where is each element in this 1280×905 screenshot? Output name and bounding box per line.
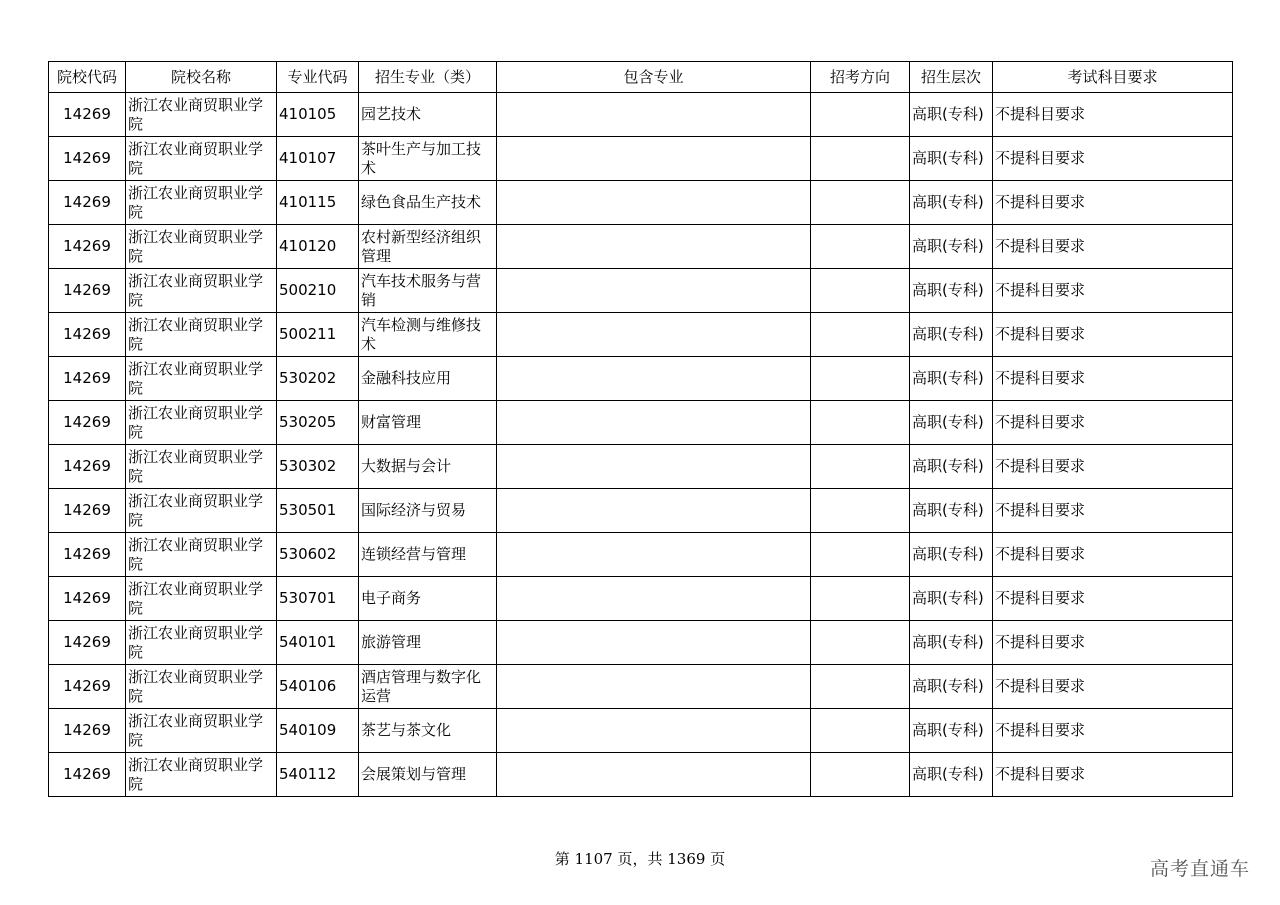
cell-includes	[497, 357, 811, 401]
cell-school-name: 浙江农业商贸职业学院	[126, 93, 277, 137]
cell-requirement: 不提科目要求	[993, 577, 1233, 621]
table-row	[49, 533, 1233, 577]
cell-major: 绿色食品生产技术	[359, 181, 497, 225]
table-row	[49, 445, 1233, 489]
cell-school-name: 浙江农业商贸职业学院	[126, 445, 277, 489]
cell-requirement: 不提科目要求	[993, 489, 1233, 533]
cell-school-name: 浙江农业商贸职业学院	[126, 533, 277, 577]
cell-direction	[811, 577, 910, 621]
table-row	[49, 577, 1233, 621]
cell-major: 连锁经营与管理	[359, 533, 497, 577]
table-row	[49, 665, 1233, 709]
cell-school-code: 14269	[49, 269, 126, 313]
cell-school-code: 14269	[49, 137, 126, 181]
cell-requirement: 不提科目要求	[993, 709, 1233, 753]
cell-school-name: 浙江农业商贸职业学院	[126, 137, 277, 181]
cell-major: 茶艺与茶文化	[359, 709, 497, 753]
cell-direction	[811, 665, 910, 709]
cell-requirement: 不提科目要求	[993, 621, 1233, 665]
cell-major: 电子商务	[359, 577, 497, 621]
cell-level: 高职(专科)	[910, 225, 993, 269]
cell-requirement: 不提科目要求	[993, 401, 1233, 445]
cell-includes	[497, 709, 811, 753]
cell-school-name: 浙江农业商贸职业学院	[126, 665, 277, 709]
cell-direction	[811, 401, 910, 445]
cell-major: 财富管理	[359, 401, 497, 445]
table-row	[49, 489, 1233, 533]
table-row	[49, 357, 1233, 401]
cell-level: 高职(专科)	[910, 181, 993, 225]
cell-major: 金融科技应用	[359, 357, 497, 401]
cell-requirement: 不提科目要求	[993, 137, 1233, 181]
cell-level: 高职(专科)	[910, 137, 993, 181]
cell-major-code: 530602	[277, 533, 359, 577]
cell-major: 园艺技术	[359, 93, 497, 137]
cell-school-code: 14269	[49, 709, 126, 753]
cell-school-code: 14269	[49, 753, 126, 797]
table-row	[49, 93, 1233, 137]
admission-table	[48, 61, 1233, 797]
cell-major: 会展策划与管理	[359, 753, 497, 797]
header-includes: 包含专业	[497, 62, 811, 93]
table-row	[49, 225, 1233, 269]
cell-level: 高职(专科)	[910, 489, 993, 533]
cell-requirement: 不提科目要求	[993, 533, 1233, 577]
table-row	[49, 313, 1233, 357]
header-row	[49, 62, 1233, 93]
header-direction: 招考方向	[811, 62, 910, 93]
table-row	[49, 621, 1233, 665]
cell-includes	[497, 225, 811, 269]
cell-direction	[811, 753, 910, 797]
cell-major-code: 500210	[277, 269, 359, 313]
header-school-name: 院校名称	[126, 62, 277, 93]
cell-level: 高职(专科)	[910, 357, 993, 401]
cell-school-name: 浙江农业商贸职业学院	[126, 489, 277, 533]
cell-major-code: 540106	[277, 665, 359, 709]
cell-major: 旅游管理	[359, 621, 497, 665]
cell-major: 农村新型经济组织管理	[359, 225, 497, 269]
header-level: 招生层次	[910, 62, 993, 93]
table-row	[49, 181, 1233, 225]
cell-includes	[497, 753, 811, 797]
cell-school-name: 浙江农业商贸职业学院	[126, 401, 277, 445]
cell-school-name: 浙江农业商贸职业学院	[126, 269, 277, 313]
cell-school-code: 14269	[49, 489, 126, 533]
cell-direction	[811, 269, 910, 313]
header-requirement: 考试科目要求	[993, 62, 1233, 93]
cell-includes	[497, 533, 811, 577]
cell-includes	[497, 401, 811, 445]
cell-major-code: 410120	[277, 225, 359, 269]
cell-major-code: 530205	[277, 401, 359, 445]
cell-requirement: 不提科目要求	[993, 269, 1233, 313]
cell-school-name: 浙江农业商贸职业学院	[126, 577, 277, 621]
cell-level: 高职(专科)	[910, 401, 993, 445]
cell-includes	[497, 269, 811, 313]
table-row	[49, 709, 1233, 753]
cell-requirement: 不提科目要求	[993, 181, 1233, 225]
cell-includes	[497, 665, 811, 709]
cell-major-code: 530701	[277, 577, 359, 621]
cell-level: 高职(专科)	[910, 709, 993, 753]
cell-school-name: 浙江农业商贸职业学院	[126, 225, 277, 269]
cell-school-name: 浙江农业商贸职业学院	[126, 709, 277, 753]
cell-direction	[811, 357, 910, 401]
cell-school-name: 浙江农业商贸职业学院	[126, 621, 277, 665]
cell-level: 高职(专科)	[910, 621, 993, 665]
cell-major-code: 530302	[277, 445, 359, 489]
cell-direction	[811, 313, 910, 357]
cell-school-name: 浙江农业商贸职业学院	[126, 753, 277, 797]
table-row	[49, 753, 1233, 797]
cell-major: 汽车检测与维修技术	[359, 313, 497, 357]
cell-includes	[497, 445, 811, 489]
cell-level: 高职(专科)	[910, 269, 993, 313]
cell-direction	[811, 621, 910, 665]
cell-requirement: 不提科目要求	[993, 665, 1233, 709]
cell-school-code: 14269	[49, 621, 126, 665]
cell-includes	[497, 93, 811, 137]
cell-major-code: 500211	[277, 313, 359, 357]
cell-major-code: 410107	[277, 137, 359, 181]
cell-requirement: 不提科目要求	[993, 753, 1233, 797]
cell-major-code: 540109	[277, 709, 359, 753]
cell-major: 酒店管理与数字化运营	[359, 665, 497, 709]
cell-direction	[811, 137, 910, 181]
cell-school-name: 浙江农业商贸职业学院	[126, 313, 277, 357]
cell-school-code: 14269	[49, 665, 126, 709]
table-row	[49, 401, 1233, 445]
cell-school-code: 14269	[49, 401, 126, 445]
cell-level: 高职(专科)	[910, 313, 993, 357]
cell-school-name: 浙江农业商贸职业学院	[126, 181, 277, 225]
cell-major-code: 540112	[277, 753, 359, 797]
cell-requirement: 不提科目要求	[993, 445, 1233, 489]
cell-school-code: 14269	[49, 93, 126, 137]
cell-includes	[497, 313, 811, 357]
header-major-code: 专业代码	[277, 62, 359, 93]
cell-level: 高职(专科)	[910, 577, 993, 621]
cell-level: 高职(专科)	[910, 533, 993, 577]
cell-includes	[497, 489, 811, 533]
cell-major: 国际经济与贸易	[359, 489, 497, 533]
cell-direction	[811, 93, 910, 137]
cell-major-code: 410105	[277, 93, 359, 137]
cell-level: 高职(专科)	[910, 445, 993, 489]
cell-direction	[811, 225, 910, 269]
cell-includes	[497, 181, 811, 225]
cell-school-code: 14269	[49, 181, 126, 225]
cell-school-code: 14269	[49, 445, 126, 489]
table-row	[49, 269, 1233, 313]
cell-direction	[811, 181, 910, 225]
cell-school-code: 14269	[49, 577, 126, 621]
table-row	[49, 137, 1233, 181]
cell-major: 大数据与会计	[359, 445, 497, 489]
cell-direction	[811, 445, 910, 489]
cell-major: 汽车技术服务与营销	[359, 269, 497, 313]
cell-major: 茶叶生产与加工技术	[359, 137, 497, 181]
cell-includes	[497, 577, 811, 621]
cell-level: 高职(专科)	[910, 665, 993, 709]
cell-requirement: 不提科目要求	[993, 93, 1233, 137]
cell-includes	[497, 621, 811, 665]
cell-level: 高职(专科)	[910, 93, 993, 137]
cell-direction	[811, 489, 910, 533]
cell-major-code: 530202	[277, 357, 359, 401]
cell-requirement: 不提科目要求	[993, 313, 1233, 357]
header-major: 招生专业（类）	[359, 62, 497, 93]
cell-school-name: 浙江农业商贸职业学院	[126, 357, 277, 401]
cell-direction	[811, 709, 910, 753]
cell-school-code: 14269	[49, 533, 126, 577]
cell-school-code: 14269	[49, 225, 126, 269]
cell-requirement: 不提科目要求	[993, 357, 1233, 401]
watermark: 高考直通车	[1149, 858, 1250, 880]
cell-school-code: 14269	[49, 313, 126, 357]
header-school-code: 院校代码	[49, 62, 126, 93]
cell-major-code: 530501	[277, 489, 359, 533]
cell-requirement: 不提科目要求	[993, 225, 1233, 269]
cell-level: 高职(专科)	[910, 753, 993, 797]
cell-school-code: 14269	[49, 357, 126, 401]
cell-major-code: 410115	[277, 181, 359, 225]
cell-major-code: 540101	[277, 621, 359, 665]
cell-direction	[811, 533, 910, 577]
page-number: 第 1107 页，共 1369 页	[554, 850, 726, 868]
cell-includes	[497, 137, 811, 181]
table-body	[49, 93, 1233, 797]
